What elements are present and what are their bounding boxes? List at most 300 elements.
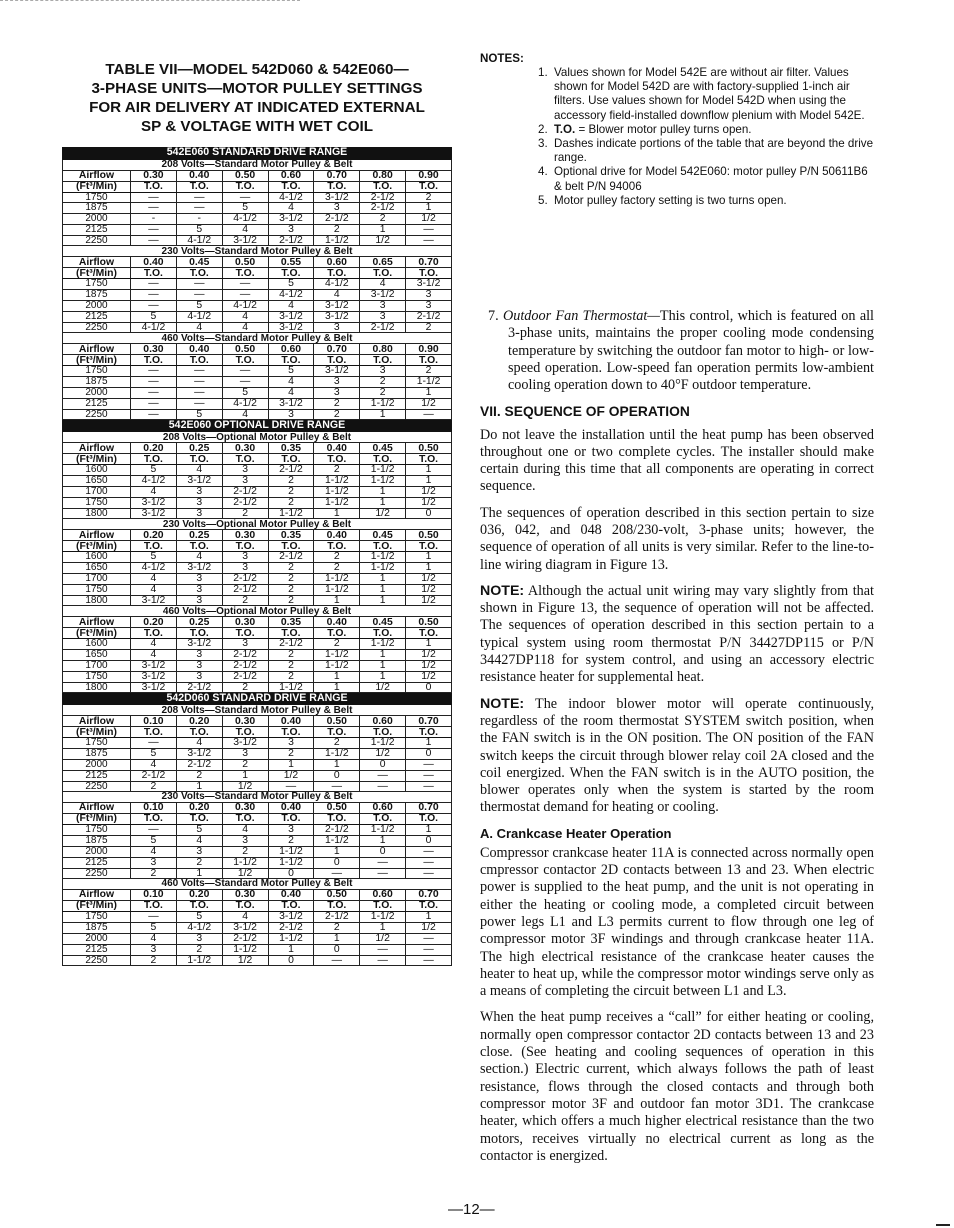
airflow-cell: 1750 xyxy=(63,671,131,682)
table-cell: T.O. xyxy=(222,814,268,825)
table-cell: 4-1/2 xyxy=(131,476,177,487)
airflow-cell: 1750 xyxy=(63,497,131,508)
table-cell: 0.55 xyxy=(268,257,314,268)
table-row xyxy=(63,857,452,868)
table-cell: 3-1/2 xyxy=(268,912,314,923)
table-cell: 3-1/2 xyxy=(314,192,360,203)
table-cell: 3-1/2 xyxy=(176,476,222,487)
table-row xyxy=(63,955,452,966)
subsection-title: 230 Volts—Standard Motor Pulley & Belt xyxy=(63,792,452,803)
table-cell: 2-1/2 xyxy=(268,465,314,476)
table-cell: T.O. xyxy=(360,181,406,192)
table-row xyxy=(63,214,452,225)
airflow-cell: 1800 xyxy=(63,508,131,519)
note-paragraph xyxy=(480,696,874,817)
table-cell: — xyxy=(406,868,452,879)
table-subsection-header xyxy=(63,333,452,344)
item-outdoor-fan-thermostat xyxy=(488,308,874,394)
note-item xyxy=(538,165,874,193)
table-cell: T.O. xyxy=(176,901,222,912)
table-header-row xyxy=(63,890,452,901)
note-lead: NOTE: xyxy=(480,582,525,599)
note-item xyxy=(538,123,874,137)
table-cell: 5 xyxy=(131,749,177,760)
table-cell: 1/2 xyxy=(406,398,452,409)
table-cell: 3 xyxy=(131,944,177,955)
subsection-title: 460 Volts—Optional Motor Pulley & Belt xyxy=(63,606,452,617)
table-cell: 1 xyxy=(314,933,360,944)
table-cell: 2 xyxy=(268,749,314,760)
airflow-cell: 1700 xyxy=(63,574,131,585)
table-cell: 1-1/2 xyxy=(314,836,360,847)
table-cell: 3 xyxy=(176,497,222,508)
table-cell: 1 xyxy=(360,836,406,847)
table-cell: 2 xyxy=(268,671,314,682)
table-cell: 3-1/2 xyxy=(314,301,360,312)
table-cell: 0 xyxy=(406,836,452,847)
table-cell: 2 xyxy=(314,552,360,563)
table-cell: 2 xyxy=(222,846,268,857)
table-title-line: 3-PHASE UNITS—MOTOR PULLEY SETTINGS xyxy=(91,80,423,97)
note-text: Values shown for Model 542E are without air filter. Values shown for Model 542D are with factory-supplied 1-inch air filters. Use values shown for Model 542D when using the accessory field-installed downflow plenium with Model 542E. xyxy=(554,66,865,122)
airflow-cell: 1700 xyxy=(63,487,131,498)
table-cell: 2-1/2 xyxy=(314,825,360,836)
table-row xyxy=(63,760,452,771)
airflow-cell: 2250 xyxy=(63,868,131,879)
table-cell: 4 xyxy=(268,388,314,399)
airflow-cell: 1650 xyxy=(63,563,131,574)
airflow-cell: (Ft³/Min) xyxy=(63,628,131,639)
section-title: 542E060 STANDARD DRIVE RANGE xyxy=(63,147,452,159)
table-cell: T.O. xyxy=(131,181,177,192)
table-cell: 3 xyxy=(268,224,314,235)
table-cell: — xyxy=(131,366,177,377)
table-cell: 2-1/2 xyxy=(268,552,314,563)
table-cell: 0.50 xyxy=(314,803,360,814)
table-row xyxy=(63,497,452,508)
table-cell: 2 xyxy=(314,563,360,574)
airflow-cell: (Ft³/Min) xyxy=(63,541,131,552)
table-cell: T.O. xyxy=(176,181,222,192)
table-cell: 4-1/2 xyxy=(314,279,360,290)
table-cell: 1/2 xyxy=(222,868,268,879)
table-cell: 2-1/2 xyxy=(268,923,314,934)
table-cell: 0.30 xyxy=(222,617,268,628)
table-cell: 0.60 xyxy=(360,890,406,901)
left-column xyxy=(62,60,452,966)
table-title-line: TABLE VII—MODEL 542D060 & 542E060— xyxy=(105,61,409,78)
airflow-cell: 1750 xyxy=(63,912,131,923)
table-row xyxy=(63,661,452,672)
table-cell: — xyxy=(131,192,177,203)
table-cell: 1-1/2 xyxy=(268,933,314,944)
table-cell: 2 xyxy=(314,639,360,650)
note-item xyxy=(538,194,874,208)
table-cell: 3-1/2 xyxy=(176,639,222,650)
table-row xyxy=(63,563,452,574)
table-cell: 0.70 xyxy=(406,716,452,727)
subsection-title: 460 Volts—Standard Motor Pulley & Belt xyxy=(63,333,452,344)
airflow-cell: 2125 xyxy=(63,944,131,955)
table-cell: 4 xyxy=(268,301,314,312)
table-row xyxy=(63,738,452,749)
airflow-cell: 1750 xyxy=(63,366,131,377)
table-cell: 2 xyxy=(360,388,406,399)
item-text: This control, which is featured on all 3-phase units, maintains the proper cooling mode condensing temperature by switching the outdoor fan motor to high- or low-speed operation. Low-speed fan operation permits low-ambient cooling operation down to 40°F outdoor temperature. xyxy=(508,308,874,394)
table-cell: 3 xyxy=(176,661,222,672)
airflow-cell: 1875 xyxy=(63,749,131,760)
airflow-cell: (Ft³/Min) xyxy=(63,355,131,366)
table-cell: 1-1/2 xyxy=(360,552,406,563)
pulley-settings-table xyxy=(62,147,452,966)
table-cell: 1-1/2 xyxy=(314,476,360,487)
table-cell: — xyxy=(131,912,177,923)
table-cell: — xyxy=(406,944,452,955)
table-cell: 4 xyxy=(131,650,177,661)
table-cell: 0.50 xyxy=(406,443,452,454)
table-cell: 1 xyxy=(360,595,406,606)
table-cell: T.O. xyxy=(131,541,177,552)
table-cell: 4 xyxy=(176,322,222,333)
table-cell: 3 xyxy=(406,301,452,312)
table-subsection-header xyxy=(63,246,452,257)
table-cell: 0.30 xyxy=(222,443,268,454)
table-cell: 1/2 xyxy=(360,235,406,246)
table-cell: 4-1/2 xyxy=(268,192,314,203)
table-cell: 0.60 xyxy=(360,803,406,814)
table-row xyxy=(63,552,452,563)
table-cell: T.O. xyxy=(176,268,222,279)
table-row xyxy=(63,923,452,934)
table-cell: 3 xyxy=(222,749,268,760)
table-cell: — xyxy=(131,409,177,420)
table-cell: — xyxy=(176,377,222,388)
table-cell: T.O. xyxy=(406,355,452,366)
table-row xyxy=(63,584,452,595)
table-cell: — xyxy=(222,279,268,290)
subsection-title: 460 Volts—Standard Motor Pulley & Belt xyxy=(63,879,452,890)
table-row xyxy=(63,508,452,519)
airflow-cell: 1750 xyxy=(63,738,131,749)
table-cell: 1/2 xyxy=(360,682,406,693)
table-cell: 4 xyxy=(131,574,177,585)
table-cell: T.O. xyxy=(222,268,268,279)
table-cell: 3 xyxy=(222,465,268,476)
airflow-cell: Airflow xyxy=(63,443,131,454)
table-cell: 0.35 xyxy=(268,617,314,628)
table-cell: 3-1/2 xyxy=(176,749,222,760)
table-cell: 5 xyxy=(131,311,177,322)
table-section-header xyxy=(63,420,452,432)
table-cell: 3-1/2 xyxy=(131,671,177,682)
table-row xyxy=(63,203,452,214)
table-cell: 3 xyxy=(360,301,406,312)
table-cell: 3 xyxy=(222,476,268,487)
table-cell: 0.20 xyxy=(131,617,177,628)
table-cell: 4-1/2 xyxy=(268,290,314,301)
table-cell: 4-1/2 xyxy=(222,214,268,225)
table-cell: 0.60 xyxy=(268,170,314,181)
table-cell: 4 xyxy=(222,224,268,235)
table-header-row xyxy=(63,617,452,628)
table-cell: 4 xyxy=(222,322,268,333)
table-subsection-header xyxy=(63,606,452,617)
table-cell: T.O. xyxy=(131,628,177,639)
table-cell: 1-1/2 xyxy=(222,944,268,955)
table-cell: 0 xyxy=(406,749,452,760)
table-cell: 1/2 xyxy=(222,955,268,966)
table-subsection-header xyxy=(63,792,452,803)
note-item xyxy=(538,66,874,123)
table-cell: 0.45 xyxy=(360,530,406,541)
table-cell: 1-1/2 xyxy=(360,912,406,923)
table-cell: — xyxy=(176,203,222,214)
table-subsection-header xyxy=(63,705,452,716)
table-cell: 4 xyxy=(131,933,177,944)
table-cell: 1 xyxy=(176,868,222,879)
table-row xyxy=(63,868,452,879)
airflow-cell: 1800 xyxy=(63,595,131,606)
table-cell: 5 xyxy=(176,912,222,923)
table-cell: 3-1/2 xyxy=(314,311,360,322)
airflow-cell: 1875 xyxy=(63,377,131,388)
airflow-cell: 2000 xyxy=(63,388,131,399)
table-row xyxy=(63,595,452,606)
table-cell: T.O. xyxy=(314,628,360,639)
table-cell: 2-1/2 xyxy=(314,214,360,225)
subheading: A. Crankcase Heater Operation xyxy=(480,825,672,841)
note-number: 2. xyxy=(538,122,548,136)
table-cell: T.O. xyxy=(222,628,268,639)
table-cell: 0.70 xyxy=(406,890,452,901)
airflow-cell: 2250 xyxy=(63,409,131,420)
table-cell: 1/2 xyxy=(406,923,452,934)
note-lead: T.O. xyxy=(554,122,576,136)
table-cell: T.O. xyxy=(360,901,406,912)
table-cell: — xyxy=(222,290,268,301)
table-cell: 2 xyxy=(222,682,268,693)
table-cell: 3 xyxy=(176,487,222,498)
table-cell: 0.40 xyxy=(176,170,222,181)
scan-edge-line xyxy=(0,0,300,1)
airflow-cell: 2250 xyxy=(63,781,131,792)
table-cell: 2-1/2 xyxy=(222,661,268,672)
table-cell: 3-1/2 xyxy=(131,497,177,508)
table-cell: 0.40 xyxy=(176,344,222,355)
note-paragraph xyxy=(480,583,874,687)
table-cell: 1-1/2 xyxy=(360,465,406,476)
table-row xyxy=(63,409,452,420)
airflow-cell: Airflow xyxy=(63,530,131,541)
table-row xyxy=(63,366,452,377)
table-cell: 0.10 xyxy=(131,716,177,727)
scan-edge-mark xyxy=(936,1224,950,1226)
table-cell: 1/2 xyxy=(406,661,452,672)
table-cell: T.O. xyxy=(406,541,452,552)
table-title-line: FOR AIR DELIVERY AT INDICATED EXTERNAL xyxy=(89,99,425,116)
table-cell: — xyxy=(131,203,177,214)
table-cell: 1 xyxy=(314,846,360,857)
table-cell: 1/2 xyxy=(360,933,406,944)
table-cell: 2 xyxy=(268,563,314,574)
table-cell: 0.40 xyxy=(131,257,177,268)
table-row xyxy=(63,487,452,498)
table-cell: 2-1/2 xyxy=(222,574,268,585)
table-cell: 4 xyxy=(176,836,222,847)
table-cell: 4 xyxy=(268,377,314,388)
table-cell: 2-1/2 xyxy=(360,192,406,203)
table-cell: 2 xyxy=(314,224,360,235)
table-cell: 0.70 xyxy=(314,344,360,355)
table-cell: — xyxy=(131,224,177,235)
airflow-cell: 1700 xyxy=(63,661,131,672)
table-cell: — xyxy=(406,235,452,246)
table-subsection-header xyxy=(63,519,452,530)
table-cell: T.O. xyxy=(268,181,314,192)
table-cell: 3 xyxy=(176,508,222,519)
table-cell: 0 xyxy=(314,944,360,955)
table-cell: 3 xyxy=(268,825,314,836)
table-cell: 1/2 xyxy=(406,487,452,498)
table-cell: 4-1/2 xyxy=(131,563,177,574)
airflow-cell: 2250 xyxy=(63,322,131,333)
table-cell: 5 xyxy=(131,465,177,476)
table-cell: 2 xyxy=(314,465,360,476)
table-cell: 0.90 xyxy=(406,170,452,181)
table-cell: 2-1/2 xyxy=(131,770,177,781)
table-cell: 1-1/2 xyxy=(360,563,406,574)
table-row xyxy=(63,770,452,781)
table-row xyxy=(63,836,452,847)
table-row xyxy=(63,290,452,301)
table-cell: T.O. xyxy=(360,355,406,366)
table-cell: 0.30 xyxy=(131,170,177,181)
table-cell: 2 xyxy=(314,923,360,934)
subsection-title: 208 Volts—Standard Motor Pulley & Belt xyxy=(63,159,452,170)
table-cell: 3 xyxy=(176,933,222,944)
table-cell: 3-1/2 xyxy=(131,661,177,672)
table-cell: 2 xyxy=(176,944,222,955)
table-cell: — xyxy=(406,409,452,420)
table-header-row xyxy=(63,268,452,279)
table-cell: 1 xyxy=(406,738,452,749)
table-cell: 0.20 xyxy=(176,716,222,727)
table-cell: T.O. xyxy=(314,727,360,738)
table-cell: 3 xyxy=(314,377,360,388)
airflow-cell: 1750 xyxy=(63,584,131,595)
table-cell: T.O. xyxy=(222,541,268,552)
table-cell: 3 xyxy=(176,595,222,606)
table-cell: 1 xyxy=(360,671,406,682)
table-cell: 0.65 xyxy=(360,257,406,268)
table-cell: 5 xyxy=(131,552,177,563)
table-cell: 3 xyxy=(268,738,314,749)
table-cell: 1/2 xyxy=(406,595,452,606)
table-row xyxy=(63,639,452,650)
table-cell: 2 xyxy=(268,650,314,661)
paragraph: Compressor crankcase heater 11A is connected across normally open cmpressor contactor 2D contacts between 13 and 23. When electric power is supplied to the heat pump, and the unit is not operating in either the heating or cooling mode, a completed circuit between power legs L1 and L3 permits current to flow through one leg of compressor motor 3F windings and through crankcase heater 11A. The high electrical resistance of the crankcase heater causes the heater to heat up, while the compressor motor windings serve only as a means of completing the circuit between L1 and L3. xyxy=(480,844,874,1000)
table-cell: 0.30 xyxy=(222,716,268,727)
table-cell: 3 xyxy=(222,836,268,847)
table-cell: 2 xyxy=(176,857,222,868)
table-cell: — xyxy=(360,868,406,879)
table-cell: T.O. xyxy=(406,901,452,912)
table-cell: 1-1/2 xyxy=(406,377,452,388)
table-cell: 2 xyxy=(406,322,452,333)
table-cell: 1 xyxy=(222,770,268,781)
table-cell: 4 xyxy=(222,825,268,836)
table-cell: T.O. xyxy=(268,268,314,279)
page-number: —12— xyxy=(448,1201,495,1218)
table-row xyxy=(63,377,452,388)
table-cell: 0.70 xyxy=(406,257,452,268)
table-cell: 3-1/2 xyxy=(268,398,314,409)
table-cell: — xyxy=(176,290,222,301)
table-cell: 2 xyxy=(268,836,314,847)
airflow-cell: 2000 xyxy=(63,846,131,857)
note-text: The indoor blower motor will operate continuously, regardless of the room thermostat SYSTEM switch position, when the FAN switch is in the ON position. The ON position of the FAN switch keeps the circuit through blower relay coil 2A closed and the coil energized. When the FAN switch is in the AUTO position, the blower operates only when the system is started by the room thermostat demand for heating or cooling. xyxy=(480,695,874,816)
table-row xyxy=(63,388,452,399)
table-cell: 0.80 xyxy=(360,170,406,181)
table-cell: 2 xyxy=(360,214,406,225)
table-row xyxy=(63,671,452,682)
table-cell: 3 xyxy=(222,563,268,574)
table-cell: — xyxy=(222,377,268,388)
airflow-cell: 2250 xyxy=(63,235,131,246)
table-cell: — xyxy=(360,944,406,955)
table-cell: 5 xyxy=(268,366,314,377)
table-cell: 1 xyxy=(360,923,406,934)
table-cell: — xyxy=(406,955,452,966)
table-cell: — xyxy=(131,825,177,836)
table-cell: 1 xyxy=(360,650,406,661)
table-cell: 2-1/2 xyxy=(314,912,360,923)
table-cell: 5 xyxy=(222,203,268,214)
airflow-cell: 2125 xyxy=(63,857,131,868)
airflow-cell: Airflow xyxy=(63,344,131,355)
table-cell: 2 xyxy=(176,770,222,781)
table-cell: 3 xyxy=(314,322,360,333)
table-cell: T.O. xyxy=(360,454,406,465)
table-cell: 0.25 xyxy=(176,617,222,628)
table-cell: 2 xyxy=(131,955,177,966)
table-cell: T.O. xyxy=(268,541,314,552)
table-cell: 1 xyxy=(268,760,314,771)
airflow-cell: 2000 xyxy=(63,933,131,944)
table-cell: 0.40 xyxy=(268,803,314,814)
note-lead: NOTE: xyxy=(480,695,525,712)
table-row xyxy=(63,574,452,585)
table-cell: 1 xyxy=(360,661,406,672)
table-cell: T.O. xyxy=(360,541,406,552)
table-cell: 3-1/2 xyxy=(222,235,268,246)
table-cell: 1 xyxy=(360,497,406,508)
table-row xyxy=(63,933,452,944)
airflow-cell: Airflow xyxy=(63,803,131,814)
item-title: Outdoor Fan Thermostat— xyxy=(503,308,660,325)
table-cell: 2 xyxy=(268,661,314,672)
airflow-cell: (Ft³/Min) xyxy=(63,454,131,465)
table-cell: 1-1/2 xyxy=(360,639,406,650)
table-row xyxy=(63,682,452,693)
table-cell: 0.45 xyxy=(360,617,406,628)
airflow-cell: 2000 xyxy=(63,301,131,312)
table-cell: 1-1/2 xyxy=(314,235,360,246)
table-title-line: SP & VOLTAGE WITH WET COIL xyxy=(140,118,374,135)
table-cell: 0.70 xyxy=(406,803,452,814)
table-cell: 0.50 xyxy=(406,530,452,541)
table-cell: 0.40 xyxy=(314,443,360,454)
